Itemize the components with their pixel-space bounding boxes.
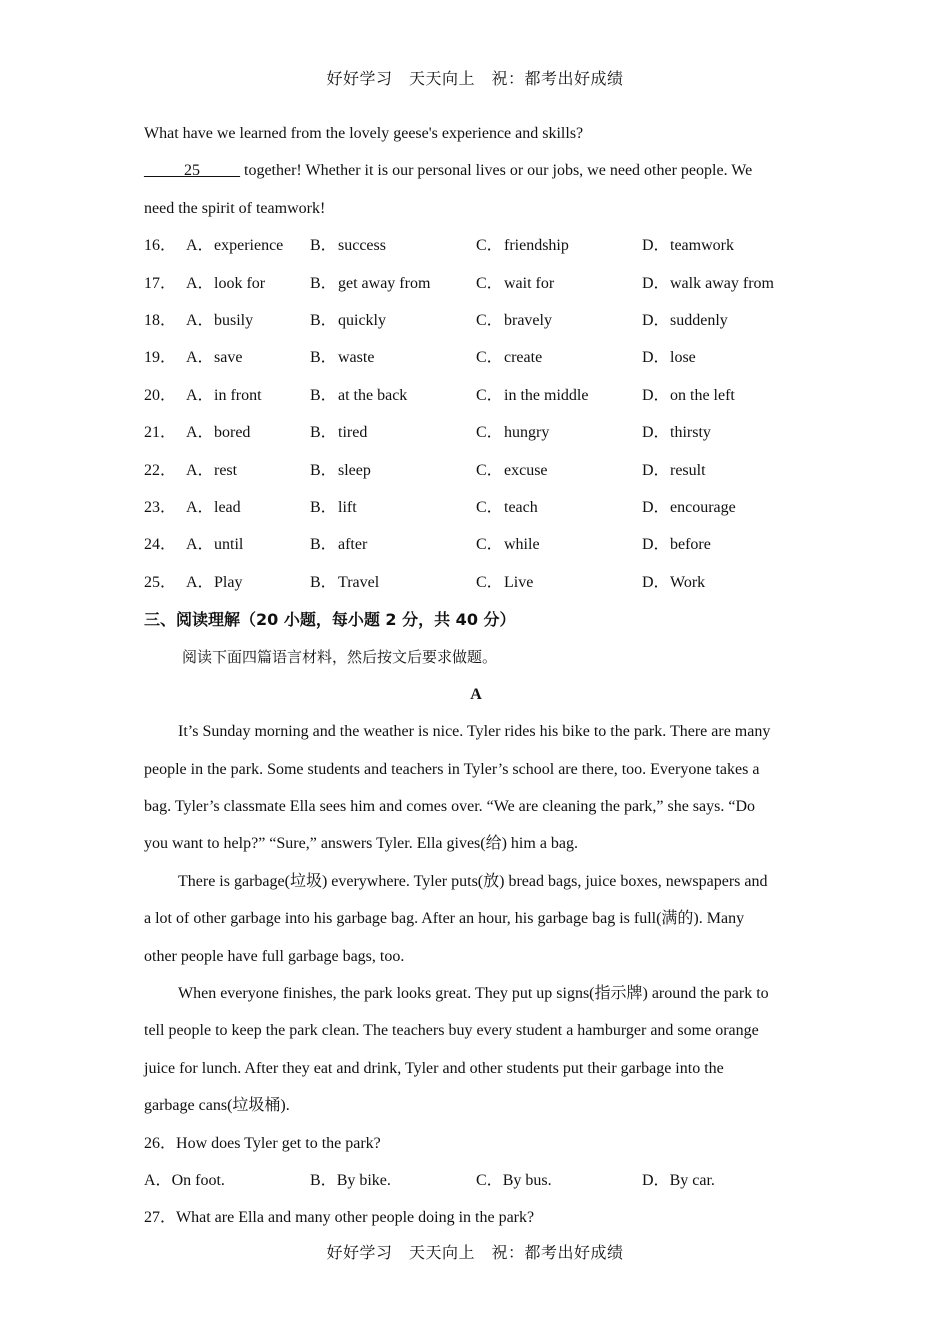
question-number: 18．	[144, 311, 177, 329]
cloze-question-row	[144, 344, 808, 381]
intro-line: What have we learned from the lovely geese's experience and skills?	[144, 125, 584, 142]
option-text: suddenly	[670, 311, 728, 329]
option-text: in front	[214, 386, 262, 404]
option-letter: D．	[642, 1171, 670, 1189]
answer-option	[642, 494, 808, 531]
option-text: friendship	[504, 237, 569, 255]
option-letter: B．	[310, 386, 337, 404]
option-letter: D．	[642, 386, 670, 404]
answer-blank: _____25_____	[144, 162, 240, 180]
answer-option	[476, 232, 642, 269]
answer-option	[476, 457, 642, 494]
answer-option	[186, 457, 310, 494]
option-letter: A．	[186, 237, 214, 255]
reading-question	[144, 1204, 808, 1241]
answer-option	[642, 270, 808, 307]
option-letter: A．	[144, 1171, 172, 1189]
option-text: lose	[670, 349, 696, 367]
question-text: What are Ella and many other people doing in the park?	[176, 1209, 535, 1227]
option-text: By car.	[669, 1171, 715, 1189]
passage-line: It’s Sunday morning and the weather is nice. Tyler rides his bike to the park. There are many	[178, 723, 771, 741]
option-letter: A．	[186, 349, 214, 367]
option-letter: D．	[642, 274, 670, 292]
option-text: before	[670, 536, 711, 554]
option-letter: C．	[476, 349, 503, 367]
option-text: Work	[670, 573, 706, 591]
option-letter: B．	[310, 1171, 337, 1189]
option-text: hungry	[504, 424, 550, 442]
answer-option	[186, 382, 310, 419]
question-number: 21．	[144, 424, 177, 442]
option-text: Play	[214, 573, 243, 591]
option-letter: B．	[310, 461, 337, 479]
option-letter: D．	[642, 349, 670, 367]
option-text: experience	[214, 237, 284, 255]
cloze-question-row	[144, 382, 808, 419]
option-text: waste	[338, 349, 375, 367]
answer-option	[476, 419, 642, 456]
option-text: in the middle	[504, 386, 589, 404]
passage-label: A	[470, 685, 482, 703]
answer-option	[642, 569, 808, 606]
answer-option	[310, 270, 476, 307]
answer-option	[186, 270, 310, 307]
option-text: On foot.	[171, 1171, 225, 1189]
question-number: 19．	[144, 349, 177, 367]
passage-line: a lot of other garbage into his garbage bag. After an hour, his garbage bag is full(满的). Many	[144, 910, 745, 928]
passage-line: tell people to keep the park clean. The teachers buy every student a hamburger and some orange	[144, 1022, 759, 1040]
option-letter: D．	[642, 461, 670, 479]
option-text: Travel	[338, 573, 380, 591]
answer-option	[476, 531, 642, 568]
answer-option	[310, 307, 476, 344]
passage-line: other people have full garbage bags, too.	[144, 947, 405, 965]
answer-option	[642, 1167, 808, 1204]
option-text: tired	[338, 424, 368, 442]
option-text: sleep	[338, 461, 371, 479]
cloze-question-row	[144, 531, 808, 568]
option-text: teach	[504, 498, 538, 516]
answer-option	[186, 569, 310, 606]
option-letter: B．	[310, 237, 337, 255]
question-number: 26．	[144, 1134, 177, 1152]
reading-option-row	[144, 1167, 808, 1204]
passage-line: juice for lunch. After they eat and drink, Tyler and other students put their garbage into the	[144, 1059, 724, 1077]
option-text: on the left	[670, 386, 735, 404]
option-letter: A．	[186, 536, 214, 554]
section-instruction: 阅读下面四篇语言材料，然后按文后要求做题。	[182, 648, 498, 667]
option-letter: C．	[476, 536, 503, 554]
question-number: 20．	[144, 386, 177, 404]
option-letter: C．	[476, 498, 503, 516]
passage-line: When everyone finishes, the park looks great. They put up signs(指示牌) around the park to	[178, 984, 769, 1002]
option-text: bravely	[504, 311, 552, 329]
option-text: quickly	[338, 311, 386, 329]
option-text: at the back	[338, 386, 408, 404]
cloze-question-row	[144, 457, 808, 494]
passage-line: bag. Tyler’s classmate Ella sees him and comes over. “We are cleaning the park,” she says. “Do	[144, 798, 756, 816]
intro-line: need the spirit of teamwork!	[144, 199, 326, 217]
reading-question-list	[144, 1130, 808, 1242]
answer-option	[310, 382, 476, 419]
option-letter: B．	[310, 536, 337, 554]
option-text: save	[214, 349, 243, 367]
option-letter: C．	[476, 237, 503, 255]
answer-option	[310, 1167, 476, 1204]
option-text: teamwork	[670, 237, 734, 255]
answer-option	[476, 382, 642, 419]
option-letter: A．	[186, 461, 214, 479]
answer-option	[476, 307, 642, 344]
answer-option	[186, 494, 310, 531]
option-text: excuse	[504, 461, 548, 479]
option-letter: B．	[310, 498, 337, 516]
option-letter: C．	[476, 573, 503, 591]
option-letter: B．	[310, 274, 337, 292]
option-text: walk away from	[670, 274, 774, 292]
answer-option	[476, 1167, 642, 1204]
answer-option	[186, 232, 310, 269]
answer-option	[642, 232, 808, 269]
answer-option	[642, 307, 808, 344]
option-letter: A．	[186, 311, 214, 329]
answer-option	[476, 494, 642, 531]
page-footer: 好好学习 天天向上 祝：都考出好成绩	[326, 1243, 624, 1262]
option-text: after	[338, 536, 368, 554]
option-text: while	[504, 536, 540, 554]
option-text: Live	[504, 573, 534, 591]
option-text: wait for	[504, 274, 555, 292]
option-text: encourage	[670, 498, 736, 516]
passage-line: people in the park. Some students and teachers in Tyler’s school are there, too. Everyone takes a	[144, 760, 760, 778]
answer-option	[310, 569, 476, 606]
cloze-question-row	[144, 494, 808, 531]
reading-question	[144, 1130, 808, 1167]
cloze-question-row	[144, 419, 808, 456]
option-letter: C．	[476, 311, 503, 329]
answer-option	[310, 232, 476, 269]
question-number: 27．	[144, 1209, 177, 1227]
page-content	[144, 120, 808, 1242]
option-letter: A．	[186, 386, 214, 404]
question-number: 23．	[144, 498, 177, 516]
answer-option	[642, 457, 808, 494]
passage-line: garbage cans(垃圾桶).	[144, 1097, 290, 1115]
option-letter: C．	[476, 274, 503, 292]
answer-option	[642, 419, 808, 456]
question-text: How does Tyler get to the park?	[176, 1134, 381, 1152]
answer-option	[186, 531, 310, 568]
passage	[144, 718, 808, 1129]
option-letter: D．	[642, 311, 670, 329]
option-text: look for	[214, 274, 266, 292]
passage-line: There is garbage(垃圾) everywhere. Tyler puts(放) bread bags, juice boxes, newspapers and	[178, 872, 768, 890]
option-text: lead	[214, 498, 241, 516]
option-letter: B．	[310, 311, 337, 329]
option-text: By bus.	[502, 1171, 552, 1189]
page-header: 好好学习 天天向上 祝：都考出好成绩	[326, 69, 624, 88]
cloze-question-row	[144, 270, 808, 307]
answer-option	[310, 531, 476, 568]
option-text: rest	[214, 461, 238, 479]
option-letter: B．	[310, 573, 337, 591]
option-letter: D．	[642, 573, 670, 591]
option-letter: A．	[186, 498, 214, 516]
option-text: get away from	[338, 274, 431, 292]
option-text: until	[214, 536, 244, 554]
option-text: busily	[214, 311, 254, 329]
option-letter: D．	[642, 424, 670, 442]
cloze-question-list	[144, 232, 808, 606]
question-number: 24．	[144, 536, 177, 554]
answer-option	[310, 494, 476, 531]
answer-option	[310, 344, 476, 381]
cloze-question-row	[144, 232, 808, 269]
answer-option	[310, 457, 476, 494]
intro-line-text: together! Whether it is our personal lives or our jobs, we need other people. We	[240, 162, 753, 180]
question-number: 17．	[144, 274, 177, 292]
option-letter: A．	[186, 424, 214, 442]
answer-option	[310, 419, 476, 456]
option-letter: C．	[476, 461, 503, 479]
answer-option	[642, 382, 808, 419]
answer-option	[186, 419, 310, 456]
option-letter: C．	[476, 424, 503, 442]
question-number: 25．	[144, 573, 177, 591]
answer-option	[476, 270, 642, 307]
answer-option	[642, 344, 808, 381]
section-title: 三、阅读理解（20 小题，每小题 2 分，共 40 分）	[144, 610, 516, 630]
option-letter: B．	[310, 349, 337, 367]
answer-option	[186, 307, 310, 344]
option-letter: A．	[186, 573, 214, 591]
answer-option	[186, 344, 310, 381]
option-letter: D．	[642, 536, 670, 554]
option-text: bored	[214, 424, 251, 442]
cloze-question-row	[144, 307, 808, 344]
option-text: success	[338, 237, 386, 255]
option-letter: A．	[186, 274, 214, 292]
answer-option	[476, 344, 642, 381]
option-text: By bike.	[336, 1171, 391, 1189]
option-text: result	[670, 461, 706, 479]
answer-option	[144, 1167, 310, 1204]
cloze-question-row	[144, 569, 808, 606]
question-number: 22．	[144, 461, 177, 479]
option-letter: C．	[476, 386, 503, 404]
option-letter: D．	[642, 237, 670, 255]
option-letter: D．	[642, 498, 670, 516]
question-number: 16．	[144, 237, 177, 255]
option-text: thirsty	[670, 424, 711, 442]
passage-line: you want to help?” “Sure,” answers Tyler. Ella gives(给) him a bag.	[144, 835, 579, 853]
answer-option	[476, 569, 642, 606]
option-letter: B．	[310, 424, 337, 442]
option-text: lift	[338, 498, 357, 516]
answer-option	[642, 531, 808, 568]
option-text: create	[504, 349, 543, 367]
option-letter: C．	[476, 1171, 503, 1189]
intro-line	[144, 157, 808, 194]
